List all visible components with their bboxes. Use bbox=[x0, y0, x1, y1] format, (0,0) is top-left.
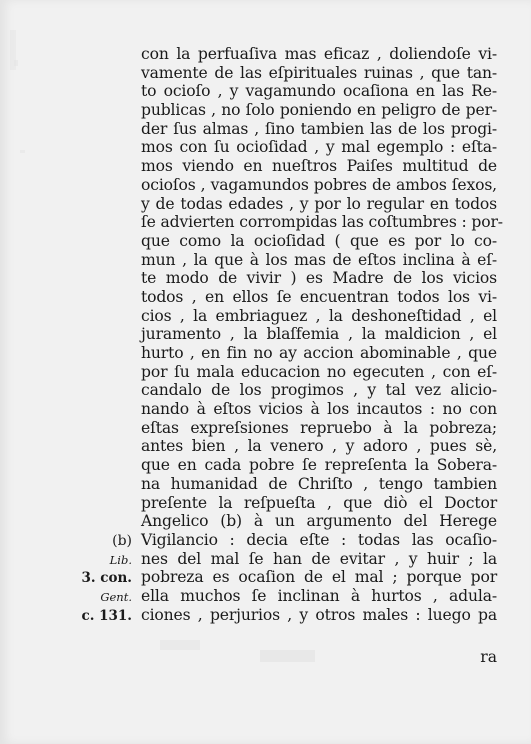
text-line: preſente la reſpueſta , que diò el Doctor bbox=[141, 493, 497, 512]
margin-note-ref: (b) bbox=[112, 533, 132, 549]
text-line: Vigilancio : decia eſte : todas las ocaſio- bbox=[141, 530, 497, 549]
text-line: der ſus almas , ſino tambien las de los progi- bbox=[141, 119, 497, 138]
catchword: ra bbox=[480, 648, 497, 666]
text-line: cios , la embriaguez , la deshoneſtidad , el bbox=[141, 306, 497, 325]
text-line: mun , la que à los mas de eſtos inclina à eſ- bbox=[141, 250, 497, 269]
margin-note-line: c. 131. bbox=[81, 607, 132, 624]
text-line: y de todas edades , y por lo regular en todos bbox=[141, 194, 497, 213]
text-line: mos con ſu ocioſidad , y mal egemplo : eſta- bbox=[141, 138, 497, 157]
margin-note bbox=[68, 532, 132, 626]
text-line: publicas , no ſolo poniendo en peligro de per- bbox=[141, 101, 497, 120]
text-line: candalo de los progimos , y tal vez alicio- bbox=[141, 381, 497, 400]
text-line: ocioſos , vagamundos pobres de ambos ſexos, bbox=[141, 175, 497, 194]
text-line: Angelico (b) à un argumento del Herege bbox=[141, 512, 497, 531]
text-line: nes del mal ſe han de evitar , y huir ; la bbox=[141, 549, 497, 568]
text-line: ella muchos ſe inclinan à hurtos , adula- bbox=[141, 586, 497, 605]
text-line: mos viendo en nueſtros Paiſes multitud de bbox=[141, 157, 497, 176]
text-line: hurto , en fin no ay accion abominable , que bbox=[141, 344, 497, 362]
text-line: nando à eſtos vicios à los incautos : no con bbox=[141, 400, 497, 419]
text-line: todos , en ellos ſe encuentran todos los vi- bbox=[141, 287, 497, 306]
text-line: te modo de vivir ) es Madre de los vicios bbox=[141, 269, 497, 288]
margin-note-line: Lib. bbox=[109, 552, 132, 567]
text-line: ciones , perjurios , y otros males : luego pa bbox=[141, 605, 497, 624]
margin-note-line: Gent. bbox=[100, 590, 132, 605]
body-text bbox=[141, 45, 503, 624]
text-line: to ocioſo , y vagamundo ocaſiona en las Re- bbox=[141, 82, 497, 101]
text-line: eſtas expreſsiones repruebo à la pobreza; bbox=[141, 418, 497, 437]
margin-note-line: 3. con. bbox=[81, 570, 132, 587]
text-line: na humanidad de Chriſto , tengo tambien bbox=[141, 474, 497, 493]
text-line: vamente de las eſpirituales ruinas , que tan- bbox=[141, 63, 497, 82]
text-line: con la perfuaſiva mas eficaz , doliendoſe vi- bbox=[141, 45, 497, 63]
text-line: ſe advierten corrompidas las coſtumbres : por- bbox=[141, 213, 503, 232]
text-line: que como la ocioſidad ( que es por lo co- bbox=[141, 231, 497, 250]
text-line: pobreza es ocaſion de el mal ; porque por bbox=[141, 568, 497, 587]
text-line: juramento , la blaſfemia , la maldicion , el bbox=[141, 325, 497, 344]
text-line: por ſu mala educacion no egecuten , con eſ- bbox=[141, 362, 497, 381]
text-line: antes bien , la venero , y adoro , pues sè, bbox=[141, 437, 497, 456]
text-line: que en cada pobre ſe repreſenta la Sobera- bbox=[141, 456, 497, 475]
